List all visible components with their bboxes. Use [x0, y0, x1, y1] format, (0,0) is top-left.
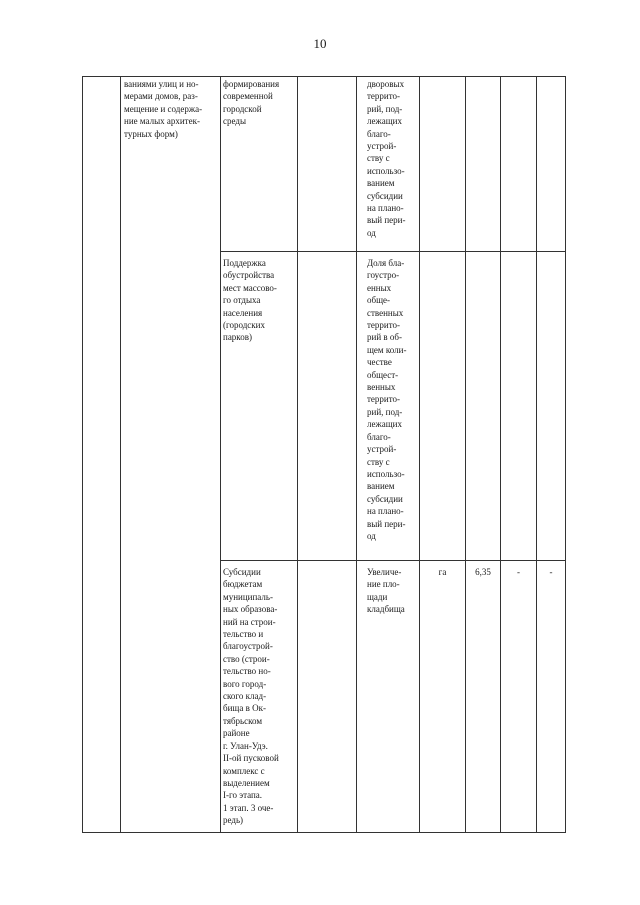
- value-cell: -: [517, 567, 520, 577]
- indicator-cell: Доля бла- гоустро- енных обще- ственных террито- рий в об- щем коли- честве общест- венных террито- рий, под- лежащих благо- устрой- ству с использо- ванием субсидии на плано- вый пери- од: [367, 258, 407, 541]
- value-cell: -: [549, 567, 553, 577]
- value-cell: 6,35: [475, 567, 491, 577]
- table-border-left: [82, 76, 83, 833]
- table-border-bottom: [82, 832, 566, 833]
- measure-cell: формирования современной городской среды: [223, 79, 280, 127]
- unit-cell: га: [438, 567, 447, 577]
- row-divider: [220, 251, 566, 252]
- row-divider: [220, 560, 566, 561]
- column-divider: [419, 76, 420, 833]
- measure-cell: Поддержка обустройства мест массово- го отдыха населения (городских парков): [223, 258, 277, 343]
- description-cell: ваниями улиц и но- мерами домов, раз- мещение и содержа- ние малых архитек- турных форм): [124, 79, 203, 139]
- page-number: 10: [313, 36, 327, 51]
- column-divider: [500, 76, 501, 833]
- column-divider: [120, 76, 121, 833]
- indicator-cell: дворовых террито- рий, под- лежащих благо- устрой- ству с использо- ванием субсидии на плано- вый пери- од: [367, 79, 406, 238]
- table-border-right: [565, 76, 566, 833]
- program-table: [82, 76, 566, 833]
- indicator-cell: Увеличе- ние пло- щади кладбища: [367, 567, 405, 615]
- column-divider: [297, 76, 298, 833]
- column-divider: [465, 76, 466, 833]
- measure-cell: Субсидии бюджетам муниципаль- ных образова- ний на строи- тельство и благоустрой- ство (строи- тельство но- вого город- ского клад- бища в Ок- тябрьском районе г. Улан-Удэ. II-ой пусковой комплекс с выделением I-го этапа. 1 этап. 3 оче- редь): [223, 567, 279, 826]
- column-divider: [536, 76, 537, 833]
- column-divider: [356, 76, 357, 833]
- table-border-top: [82, 76, 566, 77]
- column-divider: [220, 76, 221, 833]
